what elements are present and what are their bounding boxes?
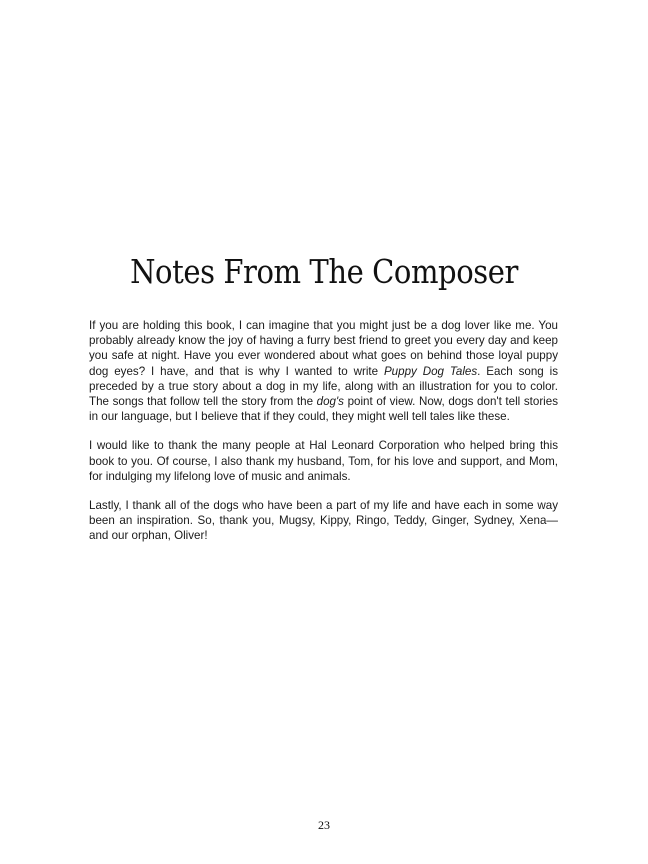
paragraph-intro-part-1: If you are holding this book, I can imagine that you might just be a dog lover like me. You probably already know the joy of having a furry best friend to greet you every day and keep you safe at night. Have you ever wondered about what goes on behind those loyal puppy dog eyes? I have, and that is why I wanted to write (89, 319, 558, 378)
paragraph-intro-part-2: . Each song is preceded by a true story about a dog in my life, along with an illustration for you to color. The songs that follow tell the story from the (89, 364, 558, 409)
book-title-italic: Puppy Dog Tales (383, 364, 478, 378)
page-title: Notes From The Composer (130, 252, 518, 291)
body-text (89, 318, 558, 558)
paragraph-intro (89, 318, 558, 424)
paragraph-dogs: Lastly, I thank all of the dogs who have been a part of my life and have each in some way been an inspiration. So, thank you, Mugsy, Kippy, Ringo, Teddy, Ginger, Sydney, Xena—and our orphan, Oliver! (89, 499, 558, 543)
dogs-italic: dog's (316, 395, 344, 409)
paragraph-thanks: I would like to thank the many people at Hal Leonard Corporation who helped bring this book to you. Of course, I also thank my husband, Tom, for his love and support, and Mom, for indulging my lifelong love of music and animals. (89, 439, 558, 483)
page-number: 23 (318, 818, 330, 832)
paragraph-intro-part-3: point of view. Now, dogs don't tell stories in our language, but I believe that if they could, they might well tell tales like these. (89, 395, 558, 424)
